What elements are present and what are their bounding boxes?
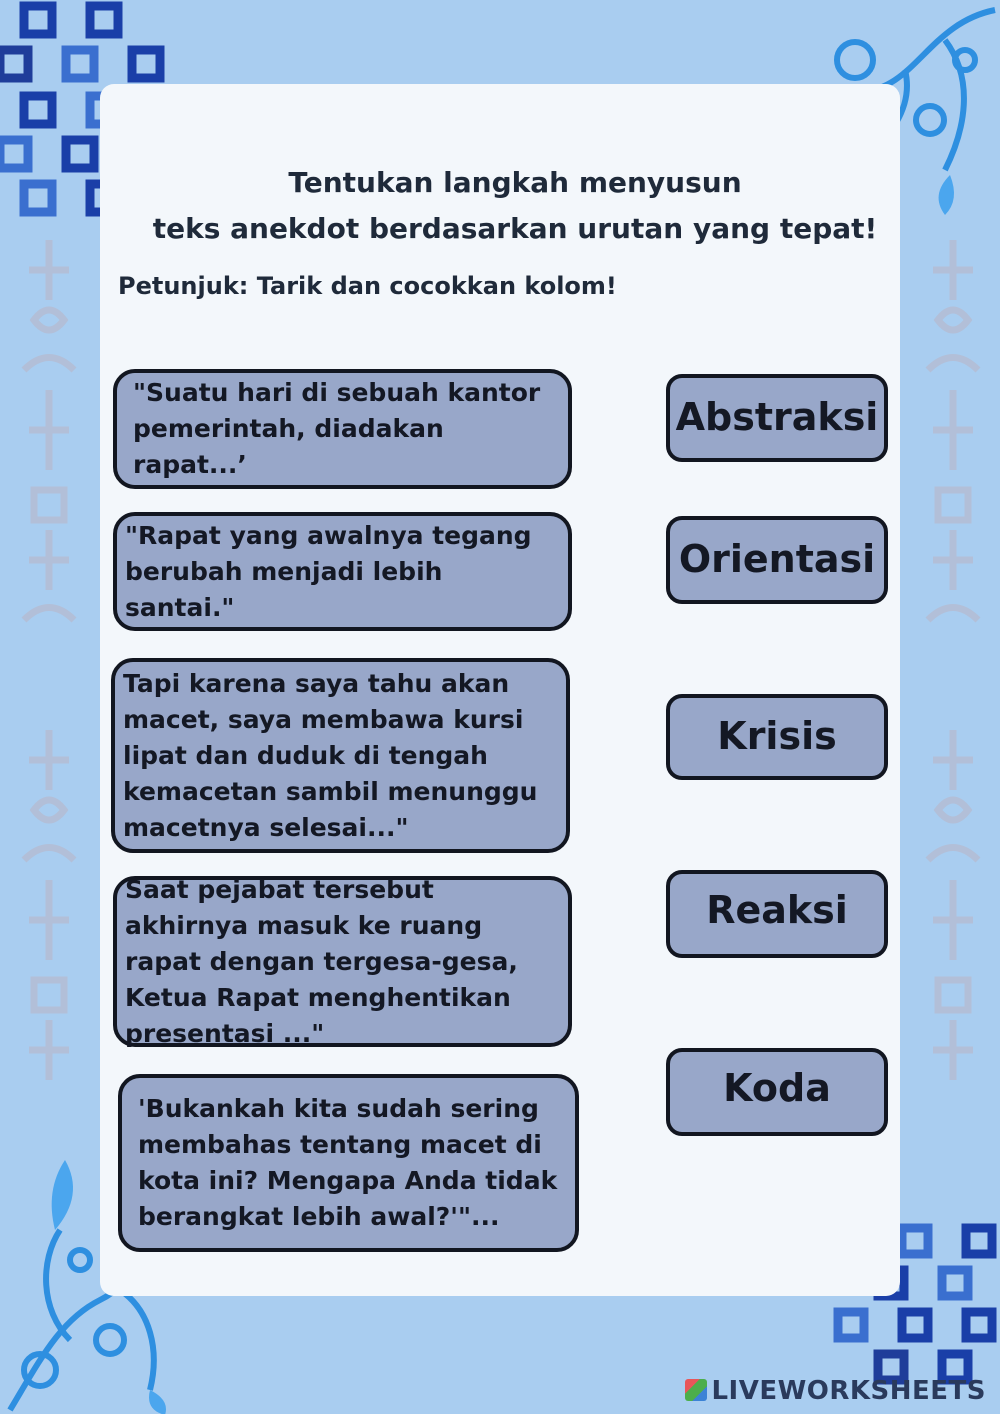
brand-text: LIVEWORKSHEETS bbox=[711, 1376, 986, 1406]
drag-card-2[interactable] bbox=[113, 512, 572, 631]
target-label-abstraksi[interactable]: Abstraksi bbox=[666, 374, 888, 462]
drag-card-5[interactable] bbox=[118, 1074, 579, 1252]
drag-card-text: "Rapat yang awalnya tegang berubah menjadi lebih santai." bbox=[125, 520, 532, 622]
drag-card-3[interactable] bbox=[111, 658, 570, 853]
pixel-border-pattern-left bbox=[14, 230, 84, 1100]
drag-card-text: "Suatu hari di sebuah kantor pemerintah, diadakan rapat...’ bbox=[133, 378, 541, 479]
target-label-krisis[interactable]: Krisis bbox=[666, 694, 888, 780]
title-line-2: teks anekdot berdasarkan urutan yang tepat! bbox=[152, 212, 878, 245]
drag-card-text: Tapi karena saya tahu akan macet, saya membawa kursi lipat dan duduk di tengah kemacetan sambil menunggu macetnya selesai..." bbox=[123, 668, 538, 842]
drag-card-1[interactable] bbox=[113, 369, 572, 489]
title-line-1: Tentukan langkah menyusun bbox=[288, 166, 742, 199]
liveworksheets-logo-icon bbox=[685, 1379, 707, 1401]
drag-card-4[interactable] bbox=[113, 876, 572, 1047]
target-label-reaksi[interactable]: Reaksi bbox=[666, 870, 888, 958]
target-label-koda[interactable]: Koda bbox=[666, 1048, 888, 1136]
target-label-orientasi[interactable]: Orientasi bbox=[666, 516, 888, 604]
instruction-text: Petunjuk: Tarik dan cocokkan kolom! bbox=[118, 272, 617, 300]
drag-card-text: Saat pejabat tersebut akhirnya masuk ke ruang rapat dengan tergesa-gesa, Ketua Rapat menghentikan presentasi ..." bbox=[125, 874, 518, 1048]
drag-card-text: 'Bukankah kita sudah sering membahas tentang macet di kota ini? Mengapa Anda tidak berangkat lebih awal?'"... bbox=[138, 1094, 558, 1231]
pixel-border-pattern-right bbox=[918, 230, 988, 1100]
liveworksheets-brand bbox=[685, 1376, 986, 1406]
worksheet-title bbox=[100, 160, 930, 252]
